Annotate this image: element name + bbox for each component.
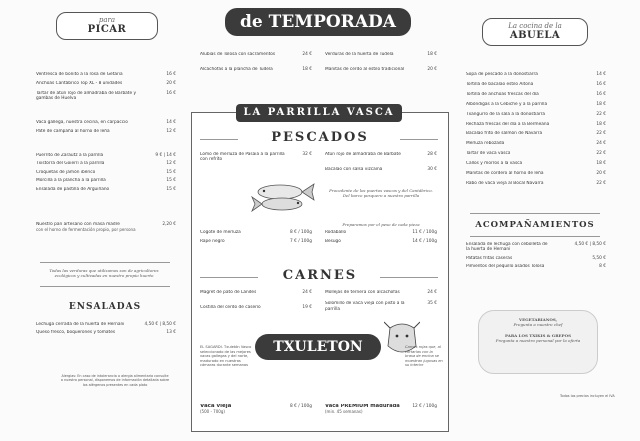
carnes-left xyxy=(200,290,312,311)
list-item: Bacalao frito de salmón de Navarra 22 € xyxy=(466,131,606,137)
divider xyxy=(470,236,600,237)
list-item: Tartar de vaca vasca 22 € xyxy=(466,151,606,157)
list-item: Ventresca de bonito a la rosa de Getaria 16 € xyxy=(36,72,176,77)
list-item: Tortilla de bacalao estilo Aitona 16 € xyxy=(466,81,606,87)
vaca-premium-sub: (min. 45 semanas) xyxy=(325,409,363,415)
list-item: Atún rojo de almadraba de Barbate 28 € xyxy=(325,152,437,157)
list-item: Magret de pato de Landes 24 € xyxy=(200,290,312,295)
picar-header-top: para xyxy=(98,16,116,24)
parrilla-banner xyxy=(236,104,402,122)
vaca-vieja xyxy=(200,404,312,414)
txuleton-banner xyxy=(255,334,381,360)
list-item: Rape negro 7 € / 100g xyxy=(200,239,312,245)
allergy-note: Alergias: En caso de intolerancia o alergia alimentaria consulte a nuestro personal, disponemos de información detallada sobre los alérgenos presentes en cada plato xyxy=(60,374,170,387)
list-item: Txangurro de la sala a la donostiarra 22 € xyxy=(466,111,606,117)
list-item: Costilla del cerdo de caserío 19 € xyxy=(200,305,312,311)
divider xyxy=(200,277,258,278)
list-item: Ensalada de pastilla de Arguiñano 15 € xyxy=(36,186,176,192)
txuleton-text-right: Carnes rojas que, al cortarlas con la brasa de encina se muestran jugosas en su interior xyxy=(405,345,443,368)
divider xyxy=(200,139,238,140)
list-item: Patatas fritas caseras 5,50 € xyxy=(466,255,606,261)
vaca-premium-name: Vaca PREMIUM madurada xyxy=(325,404,400,409)
picar-header xyxy=(56,12,158,40)
divider xyxy=(400,139,438,140)
vaca-vieja-price: 8 € / 100g xyxy=(290,404,312,409)
list-item: Besugo 14 € / 100g xyxy=(325,239,437,245)
parrilla-title: LA PARRILLA VASCA xyxy=(243,107,395,118)
temporada-banner xyxy=(225,8,411,36)
divider xyxy=(40,286,170,287)
list-item: Anchoas Cantábrico Top XL - 8 unidades 20 € xyxy=(36,81,176,87)
list-item: Manitas de cerdo al estilo tradicional 20 € xyxy=(325,67,437,73)
veg-line-4: Pregunta a nuestro personal por la oferta xyxy=(495,338,581,343)
ensaladas-list xyxy=(36,322,176,336)
abuela-header xyxy=(482,18,588,46)
list-item: Alubias de Tolosa con sacramentos 24 € xyxy=(200,52,312,57)
list-item: Txistorra del Goierri a la parrilla 12 € xyxy=(36,161,176,167)
fish-caption-weight: Preparamos por el peso de cada pieza xyxy=(342,222,420,227)
list-item: Mollejas de ternera con alcachofas 24 € xyxy=(325,290,437,295)
list-item: Croquetas de jamón ibérico 15 € xyxy=(36,169,176,175)
list-item: Paté de campaña al horno de leña 12 € xyxy=(36,129,176,135)
list-item: Lomo de merluza de Pasaia a la parrilla con refrito 32 € xyxy=(200,152,312,163)
picar-list-c xyxy=(36,153,176,192)
ensaladas-title: ENSALADAS xyxy=(68,302,142,312)
list-item: Cogote de merluza 8 € / 100g xyxy=(200,230,312,235)
list-item: Verduras de la huerta de Tudela 18 € xyxy=(325,52,437,57)
list-item: Vaca gallega, nuestra cecina, en carpaccio 14 € xyxy=(36,120,176,125)
bread-sub: con el horno de fermentación propio, por persona xyxy=(36,227,136,233)
list-item: Tortilla de anchoas frescas del día 16 € xyxy=(466,91,606,97)
pescados-weight-right xyxy=(325,230,437,245)
list-item: Bacalao con salsa vizcaína 30 € xyxy=(325,167,437,173)
divider xyxy=(470,213,600,214)
divider xyxy=(40,262,170,263)
vaca-premium-price: 12 € / 100g xyxy=(412,404,437,409)
list-item: Pimientos del pequillo asados Tolosa 8 € xyxy=(466,264,606,270)
list-item: Rabo de vaca vieja al Bocal Navarra 22 € xyxy=(466,180,606,186)
list-item: Rodaballo 11 € / 100g xyxy=(325,230,437,235)
pescados-right xyxy=(325,152,437,173)
bread-name: Nuestro pan artesano con masa madre xyxy=(36,222,120,227)
list-item: Callos y morros a la vasca 18 € xyxy=(466,161,606,167)
list-item: Solomillo de vaca vieja con pisto a la parrilla 35 € xyxy=(325,301,437,312)
picar-list-a xyxy=(36,72,176,102)
vaca-premium xyxy=(325,404,437,414)
abuela-header-title: ABUELA xyxy=(509,30,561,41)
abuela-header-top: La cocina de la xyxy=(508,22,562,30)
veg-line-2: Pregunta a nuestro chef xyxy=(513,322,563,327)
picar-bread xyxy=(36,222,176,232)
veg-line-1: VEGETARIANOS, xyxy=(518,317,558,322)
vaca-vieja-name: Vaca vieja xyxy=(200,404,232,409)
list-item: Albóndigas a la Cebiche y a la parrilla 18 € xyxy=(466,101,606,107)
list-item: Merluza rebozada 24 € xyxy=(466,141,606,147)
picar-list-b xyxy=(36,120,176,135)
list-item: Rechaza frescas del día a la Bermeana 18 € xyxy=(466,121,606,127)
picar-veg-note: Todas las verduras que utilizamos son de agricultores ecológicos y cultivadas en nuestro propio huerto xyxy=(49,268,159,278)
divider xyxy=(380,277,438,278)
bread-price: 2,20 € xyxy=(162,222,176,227)
fish-illustration xyxy=(250,178,320,216)
acompanamientos-title: ACOMPAÑAMIENTOS xyxy=(475,220,595,230)
veg-line-3: PARA LOS TXIKIS & GREPOS xyxy=(505,333,571,338)
footer-note: Todos los precios incluyen el IVA xyxy=(560,394,615,398)
list-item: Sopa de pescado a la donostiarra 14 € xyxy=(466,72,606,77)
list-item: Queso fresco, boquerones y tomates 13 € xyxy=(36,330,176,336)
list-item: Morcilla a la plancha a la parrilla 15 € xyxy=(36,178,176,184)
pescados-weight-left xyxy=(200,230,312,245)
carnes-title: CARNES xyxy=(282,268,358,283)
vaca-vieja-sub: (500 - 700g) xyxy=(200,409,225,415)
picar-header-title: PICAR xyxy=(87,24,127,35)
abuela-list xyxy=(466,72,606,186)
txuleton-text-left: EL SAGARDI. Txuletón Vasco seleccionado de las mejores vacas gallegas y del norte, madurado en nuestras cámaras durante semanas xyxy=(200,345,252,368)
txuleton-title: TXULETON xyxy=(273,339,363,355)
list-item: Puerrito de Zarautz a la parrilla 9 € | 14 € xyxy=(36,153,176,158)
fish-caption: Procedente de los puertos vascos y del Cantábrico. Del barco pesquero a nuestra parrilla xyxy=(329,188,433,198)
list-item: Alcachofas a la plancha de Tudela 18 € xyxy=(200,67,312,73)
acompanamientos-list xyxy=(466,242,606,270)
pescados-left xyxy=(200,152,312,163)
pescados-title: PESCADOS xyxy=(271,130,369,145)
temporada-right xyxy=(325,52,437,73)
list-item: Tartar de atún rojo de almadraba de Barbate y gambas de Huelva 16 € xyxy=(36,90,176,102)
list-item: Ensalada de lechuga con cebolleta de la huerta de Hernani 4,50 € | 8,50 € xyxy=(466,242,606,253)
temporada-left xyxy=(200,52,312,73)
vegetarian-box xyxy=(478,310,598,374)
list-item: Manitas de cordero al horno de leña 20 € xyxy=(466,171,606,177)
carnes-right xyxy=(325,290,437,312)
list-item: Lechuga cerrada de la huerta de Hernani 4,50 € | 8,50 € xyxy=(36,322,176,327)
temporada-title: de TEMPORADA xyxy=(240,12,396,32)
